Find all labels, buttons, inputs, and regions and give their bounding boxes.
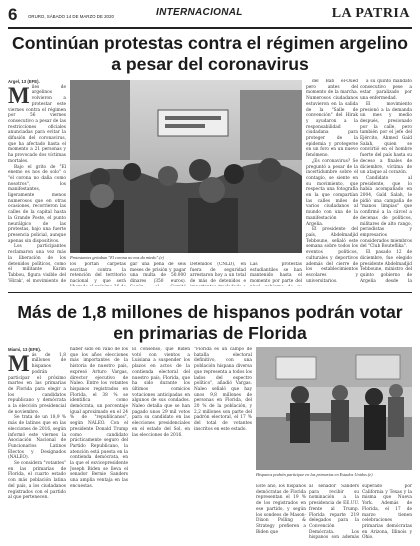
voters-photo-image bbox=[256, 347, 412, 470]
article2-col2: haber sido en vano de los que los años elecciones más importantes de la historia de nuestro país, expresó Arturo Vargas, director ejecutivo de Naleo. Entre los votantes hispanos registrados en Florida, el 38 % se identifica como demócrata, un porcentaje igual aproximado en el 24 % de "republicanos", según NALEO. Con el presidente Donald Trump como candidato prácticamente seguro del Partido Republicano, la atención está puesta en la contienda demócrata, en la que el exvicepresidente Joseph Biden se lleva el senador Bernie Sanders una amplia ventaja en las encuestas. bbox=[70, 347, 128, 489]
article1-photo bbox=[70, 80, 302, 253]
article2-col6: al senador Sanders para recibir su nominación a la presidencia de EE.UU. frente al Trump. Florida reparte 219 delegados para la Convención Demócrata. Los hispanos son además bbox=[309, 484, 359, 540]
article1-col1c: Los participantes reclamaron una vez más la liberación de los detenidos políticos, como el militante Karim Tabbou, figura visible del 'Hirak', el movimiento de bbox=[8, 244, 66, 284]
article1-col1 bbox=[8, 79, 66, 284]
article2-intro: ás de 1,8 millones de hispanos podrán participar el próximo martes en las primarias de Florida para elegir a los candidatos republicano y demócrata a la elección presidencial de noviembre. bbox=[8, 352, 66, 415]
article2-col1: Miami, 13 (EFE). M ás de 1,8 millones de hispanos podrán participar el próximo martes en las primarias de Florida para elegir a los candidatos republicano y demócrata a la elección presidencial de noviembre. Se trata de un 18,9 % más de latinos que en las elecciones de 2016, según informó este viernes la Asociación Nacional de Funcionarios Latinos Electos y Designados (NALEO). Se considera "votantes" en las primarias de Florida, el cuarto estado con más población latina del país, a los ciudadanos registrados con el partido al que pertenecen. bbox=[8, 347, 66, 501]
article1-col6: Las protestas estudiantiles se han mantenido hasta el momento por parte del bbox=[250, 262, 302, 285]
article1-headline: Continúan protestas contra el régimen argelino a pesar del coronavirus bbox=[12, 33, 408, 74]
article2-col5: Este año, los hispanos demócratas de Florida representan el 19 % de los registrados en ese partido, y según los sondeos de Mason-Dixon Polling & Strategy prefieren a Biden que bbox=[256, 484, 306, 535]
page-header bbox=[8, 5, 412, 29]
article1-col3: gar una pena de seis meses de prisión y pagar una multa de 50.000 dinares (350 euros). bbox=[130, 262, 186, 285]
article2-col3: El consenso, que Biden votó con vientos a Luisiana a suspender los plazos en actos de la contienda electoral del nuestro país, Florida, que ha sido durante los últimos comicios votaciones anticipadas en algunos de sus condados. Naleo detalla que se han pagado unos 29 mil votos para su candidato en las elecciones presidenciales en el estado del Sol, en las elecciones de 2016. bbox=[132, 347, 190, 438]
article1-col5: del Bab el-Oued pero antes del momento de la marcha. Numerosos ciudadanos estuvieron en la salida de la "Salle de convención" del Hirak y ayudaron a la responsabilidad ciudadana para proteger de la epidemia y protegerse en un foro en un nuevo fenómeno. ¿Es coronavirus? Se preguntó a pesar de la incertidumbre sobre el contagio, se siente en su movimiento, que respecta una fotografía en la que compartían las calles miles de varios ciudadanos al mundo con una de la manifestación de Argelia. El presidente del país, Abdelmadjid Tebboune, señaló este semana sobre todos los eventos políticos, culturales y deportivos además del cierre de los establecimientos escolares y universitarios. bbox=[306, 79, 358, 284]
article1-intro: iles de argelinos volvieron a protestar este viernes contra el régimen por 56 viernes consecutivo a pesar de las restricciones oficiales anunciadas para evitar la difusión del coronavirus, que ha afectado hasta el momento a 21 personas y ha provocado dos víctimas mortales. bbox=[8, 84, 66, 164]
section-name: INTERNACIONAL bbox=[156, 7, 243, 18]
header-rule bbox=[8, 27, 412, 29]
article1-photo-caption: Protestantes gritaban "El corona no nos da miedo".(e) bbox=[70, 255, 164, 260]
article-divider bbox=[8, 292, 412, 293]
article2-photo bbox=[256, 347, 412, 470]
article2-dropcap: M bbox=[8, 350, 30, 376]
article2-photo-caption: Hispanos podrán participar en las primarias en Estados Unidos.(e) bbox=[256, 472, 373, 477]
article2-byline: Miami, 13 (EFE). bbox=[8, 347, 41, 352]
article2-col7: superado por California y Texas y la misma que Nueva York. Además de Florida, el 17 de marzo tienen celebraciones primarias demócratas en Arizona, Illinois y Ohio. bbox=[362, 484, 412, 540]
page-number: 6 bbox=[8, 5, 18, 24]
article2-col4: "Florida es un campo de batalla electoral definitivo, con una población hispana diversa que representa a todos los lados del espectro político", añadió Vargas. Naleo señaló que hay unos 9,8 millones de personas en Florida, del 20 % de la población, y 2,2 millones son parte del padrón electoral, el 17 % del total de votantes inscritos en este estado. bbox=[194, 347, 252, 432]
article1-col2: los portan carpetas escritas contra la retención del territorio nacional y que será bbox=[70, 262, 126, 285]
newspaper-brand: LA PATRIA bbox=[331, 6, 410, 21]
protest-photo-image bbox=[70, 80, 302, 253]
article1-col4: Detenidos (CNLD), en fuera de seguridad arrestaron hoy a un total de más de detenidos e bbox=[190, 262, 246, 285]
issue-date: ORURO, SÁBADO 14 DE MARZO DE 2020 bbox=[28, 14, 114, 19]
article1-dropcap: M bbox=[8, 82, 30, 108]
article1-byline: Argel, 13 (EFE). bbox=[8, 79, 40, 84]
article1-col1b: Bajo el grito de "El enemo es nos de solo" o "el corona no daña como nosotros", los manifestantes, ligeramente menos numerosos que en otras ocasiones, recorrieron las calles de la capital hasta la Grande Poste, el punto neurálgico de las protestas, bajo una fuerte presencia policial, aunque apenas sin dispositivos. bbox=[8, 164, 66, 244]
article2-headline: Más de 1,8 millones de hispanos podrán votar en primarias de Florida bbox=[17, 302, 403, 343]
article1-col7: a su quinto mandato consecutivo pese a estar paralizado por una enfermedad. El movimiento presionó a la demanda un mes y medio después, presionado por la calle, pero también por el jefe del Ejército, Ahmed Gaïd Salah, quien se convirtió en el hombre fuerte del país hasta su deceso a finales de diciembre, víctima de un ataque al corazón. Candidato al presidente, que lo había acompañado en 2004, Gaïd Salah, le pidió una campaña de "manos limpias" que confirmó a la cárcel a decenas de políticos, militares de alto rango, periodistas y empresarios considerados miembros del "Club Bouteflika". El pasado 12 de diciembre, fue elegido presidente Abdelmadjid Tebboune, ministro del quinto gobierno de Argelia desde la bbox=[360, 79, 412, 284]
